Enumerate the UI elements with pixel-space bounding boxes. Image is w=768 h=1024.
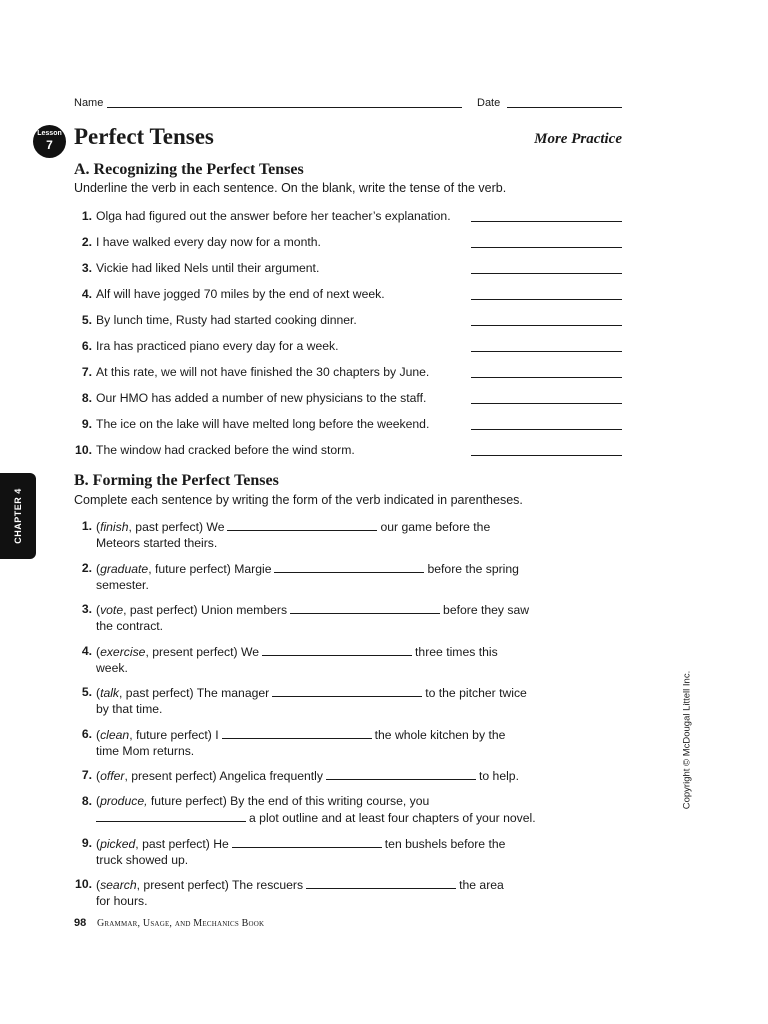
item-number: 4. <box>81 644 92 658</box>
item-sentence: I have walked every day now for a month. <box>96 235 321 249</box>
item-sentence: The window had cracked before the wind storm. <box>96 443 355 457</box>
section-a-item <box>74 339 622 357</box>
tense-hint: , present perfect) <box>124 769 217 783</box>
item-number: 2. <box>81 561 92 575</box>
sentence-start: He <box>213 837 229 851</box>
item-sentence: Olga had figured out the answer before her teacher’s explanation. <box>96 209 451 223</box>
answer-blank[interactable] <box>471 273 622 274</box>
section-a-item <box>74 417 622 435</box>
copyright-notice: Copyright © McDougal Littell Inc. <box>681 670 693 810</box>
answer-blank[interactable] <box>227 519 377 531</box>
verb-hint: clean <box>100 728 130 742</box>
tense-hint: , future perfect) <box>129 728 212 742</box>
verb-hint: produce, <box>100 794 148 808</box>
verb-hint: offer <box>100 769 125 783</box>
sentence-end: to the pitcher twice <box>425 686 527 700</box>
answer-blank[interactable] <box>326 768 476 780</box>
sentence-start: Angelica frequently <box>219 769 323 783</box>
tense-hint: , past perfect) <box>119 686 194 700</box>
verb-hint: graduate <box>100 562 149 576</box>
sentence-start: The manager <box>196 686 270 700</box>
section-a-heading: A. Recognizing the Perfect Tenses <box>74 161 304 178</box>
item-number: 8. <box>81 794 92 808</box>
tense-hint: future perfect) <box>147 794 227 808</box>
sentence-continuation: time Mom returns. <box>96 743 195 758</box>
sentence-start: The rescuers <box>231 878 304 892</box>
section-b-item: 9. (picked, past perfect) He ten bushels before the truck showed up. <box>74 836 574 868</box>
sentence-end: to help. <box>478 769 519 783</box>
item-number: 1. <box>81 519 92 533</box>
tense-hint: , past perfect) <box>128 520 204 534</box>
section-b-item: 3. (vote, past perfect) Union members before they saw the contract. <box>74 602 574 634</box>
section-a-item <box>74 235 622 253</box>
answer-blank[interactable] <box>471 299 622 300</box>
lesson-word: Lesson <box>37 130 62 137</box>
answer-blank[interactable] <box>306 877 456 889</box>
answer-blank[interactable] <box>471 429 622 430</box>
answer-blank[interactable] <box>471 247 622 248</box>
sentence-start: Margie <box>234 562 272 576</box>
answer-blank[interactable] <box>222 727 372 739</box>
name-field[interactable] <box>107 107 462 108</box>
answer-blank[interactable] <box>471 377 622 378</box>
answer-blank[interactable] <box>471 325 622 326</box>
item-number: 8. <box>81 391 92 405</box>
section-a-item <box>74 365 622 383</box>
sentence-start: We <box>206 520 225 534</box>
item-number: 5. <box>81 685 92 699</box>
section-a-item <box>74 287 622 305</box>
section-b-item: 2. (graduate, future perfect) Margie before the spring semester. <box>74 561 574 593</box>
book-title: Grammar, Usage, and Mechanics Book <box>97 918 265 929</box>
item-sentence: Ira has practiced piano every day for a week. <box>96 339 339 353</box>
name-label: Name <box>74 97 104 109</box>
sentence-end: ten bushels before the <box>384 837 506 851</box>
answer-blank[interactable] <box>471 351 622 352</box>
sentence-continuation: semester. <box>96 577 149 592</box>
answer-blank[interactable] <box>96 810 246 822</box>
item-number: 1. <box>81 209 92 223</box>
item-number: 3. <box>81 261 92 275</box>
page-title: Perfect Tenses <box>74 124 214 149</box>
item-number: 6. <box>81 339 92 353</box>
item-number: 2. <box>81 235 92 249</box>
sentence-start: I <box>215 728 219 742</box>
answer-blank[interactable] <box>262 644 412 656</box>
section-b-instructions: Complete each sentence by writing the form of the verb indicated in parentheses. <box>74 493 523 507</box>
sentence-start: By the end of this writing course, you <box>230 794 430 808</box>
sentence-continuation: by that time. <box>96 701 163 716</box>
sentence-end: our game before the <box>380 520 491 534</box>
answer-blank[interactable] <box>471 455 622 456</box>
item-number: 5. <box>81 313 92 327</box>
sentence-end: a plot outline and at least four chapters of your novel. <box>249 810 536 825</box>
tense-hint: , future perfect) <box>148 562 231 576</box>
section-a-item <box>74 261 622 279</box>
item-number: 10. <box>75 443 92 457</box>
tense-hint: , past perfect) <box>123 603 198 617</box>
sentence-continuation: Meteors started theirs. <box>96 535 218 550</box>
answer-blank[interactable] <box>290 602 440 614</box>
sentence-continuation: week. <box>96 660 128 675</box>
page-number: 98 <box>74 917 87 929</box>
item-number: 7. <box>81 365 92 379</box>
tense-hint: , present perfect) <box>145 645 238 659</box>
sentence-start: We <box>240 645 260 659</box>
section-a-item <box>74 209 622 227</box>
date-label: Date <box>477 97 501 109</box>
tense-hint: , past perfect) <box>135 837 210 851</box>
item-number: 3. <box>81 602 92 616</box>
verb-hint: finish <box>100 520 129 534</box>
sentence-end: the whole kitchen by the <box>374 728 506 742</box>
section-b-item: 6. (clean, future perfect) I the whole kitchen by the time Mom returns. <box>74 727 574 759</box>
answer-blank[interactable] <box>232 836 382 848</box>
section-b-item: 1. (finish, past perfect) We our game before the Meteors started theirs. <box>74 519 574 551</box>
section-b-heading: B. Forming the Perfect Tenses <box>74 472 279 489</box>
verb-hint: talk <box>100 686 120 700</box>
date-field[interactable] <box>507 107 622 108</box>
item-number: 9. <box>81 417 92 431</box>
item-number: 9. <box>81 836 92 850</box>
section-b-item: 7. (offer, present perfect) Angelica frequently to help. <box>74 768 574 785</box>
item-number: 7. <box>81 768 92 782</box>
item-sentence: At this rate, we will not have finished the 30 chapters by June. <box>96 365 430 379</box>
sentence-continuation: the contract. <box>96 618 164 633</box>
section-b-item: 4. (exercise, present perfect) We three times this week. <box>74 644 574 676</box>
answer-blank[interactable] <box>471 403 622 404</box>
section-a-item <box>74 443 622 461</box>
verb-hint: picked <box>100 837 136 851</box>
item-sentence: Alf will have jogged 70 miles by the end of next week. <box>96 287 385 301</box>
answer-blank[interactable] <box>471 221 622 222</box>
section-b-item: 5. (talk, past perfect) The manager to the pitcher twice by that time. <box>74 685 574 717</box>
item-sentence: The ice on the lake will have melted long before the weekend. <box>96 417 430 431</box>
item-sentence: By lunch time, Rusty had started cooking dinner. <box>96 313 357 327</box>
item-sentence: Our HMO has added a number of new physicians to the staff. <box>96 391 427 405</box>
section-a-item <box>74 313 622 331</box>
sentence-end: the area <box>459 878 504 892</box>
answer-blank[interactable] <box>272 685 422 697</box>
section-a-instructions: Underline the verb in each sentence. On the blank, write the tense of the verb. <box>74 181 507 195</box>
verb-hint: exercise <box>100 645 146 659</box>
lesson-badge <box>33 125 66 158</box>
chapter-tab-label: CHAPTER 4 <box>13 488 23 544</box>
more-practice-label: More Practice <box>534 131 622 147</box>
item-number: 4. <box>81 287 92 301</box>
section-b-item: 10. (search, present perfect) The rescuers the area for hours. <box>75 877 504 908</box>
section-a-item <box>74 391 622 409</box>
sentence-end: three times this <box>415 645 498 659</box>
sentence-start: Union members <box>201 603 288 617</box>
item-number: 6. <box>81 727 92 741</box>
answer-blank[interactable] <box>274 561 424 573</box>
item-sentence: Vickie had liked Nels until their argument. <box>96 261 320 275</box>
lesson-number: 7 <box>46 138 53 152</box>
verb-hint: search <box>100 878 137 892</box>
section-b-item: 8. (produce, future perfect) By the end of this writing course, you a plot outline and at least four chapters of your novel. <box>74 794 574 826</box>
chapter-tab <box>0 473 36 559</box>
verb-hint: vote <box>100 603 124 617</box>
tense-hint: , present perfect) <box>136 878 229 892</box>
item-number: 10. <box>75 877 92 891</box>
sentence-end: before they saw <box>443 603 530 617</box>
sentence-continuation: truck showed up. <box>96 852 189 867</box>
sentence-end: before the spring <box>427 562 519 576</box>
sentence-continuation: for hours. <box>96 893 148 908</box>
